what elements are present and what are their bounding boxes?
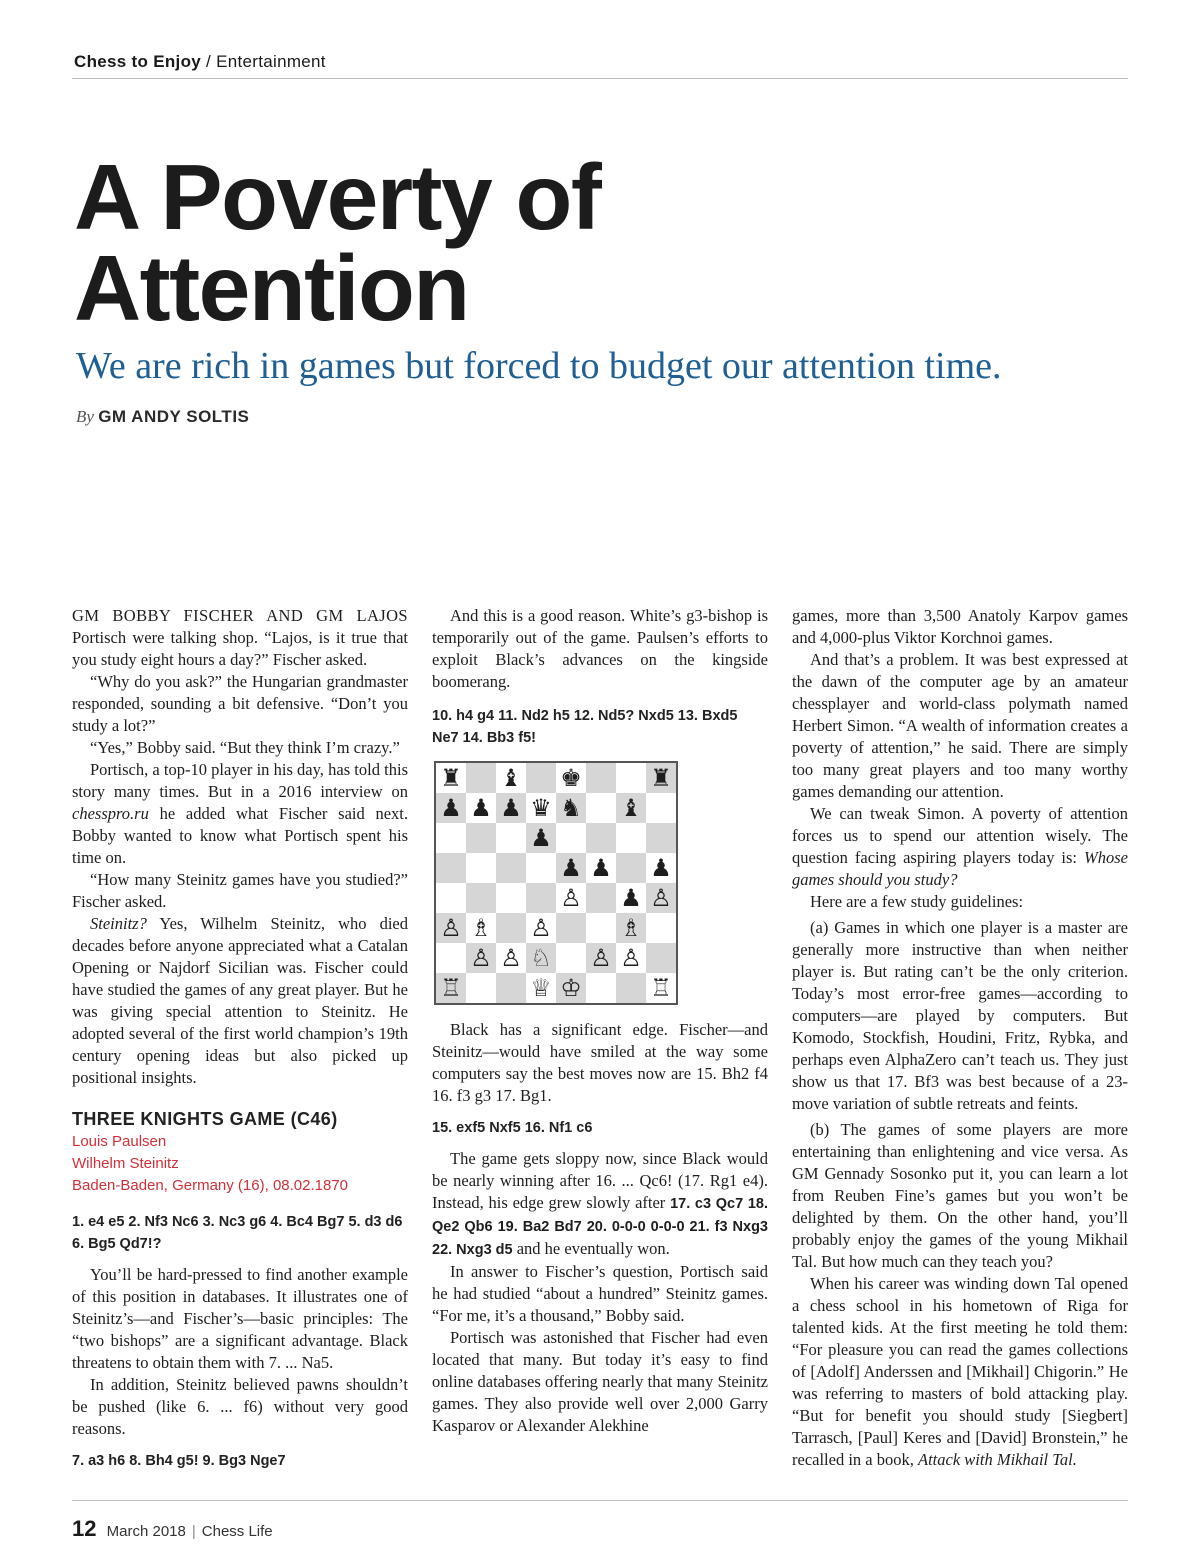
title-line-1: A Poverty of bbox=[74, 145, 601, 249]
board-square-b5 bbox=[466, 853, 496, 883]
article-subtitle: We are rich in games but forced to budget our attention time. bbox=[76, 345, 1002, 387]
page-footer bbox=[72, 1516, 273, 1542]
board-square-f3 bbox=[586, 913, 616, 943]
game-white-player: Louis Paulsen bbox=[72, 1133, 167, 1150]
board-square-b1 bbox=[466, 973, 496, 1003]
chess-piece-icon: ♞ bbox=[560, 794, 582, 822]
chess-piece-icon: ♖ bbox=[650, 974, 672, 1002]
board-square-f5 bbox=[586, 853, 616, 883]
chess-piece-icon: ♙ bbox=[620, 944, 642, 972]
board-square-d5 bbox=[526, 853, 556, 883]
chess-piece-icon: ♖ bbox=[440, 974, 462, 1002]
paragraph: “How many Steinitz games have you studied?” Fischer asked. bbox=[72, 870, 408, 911]
footer-rule bbox=[72, 1500, 1128, 1501]
board-square-a4 bbox=[436, 883, 466, 913]
board-square-a3 bbox=[436, 913, 466, 943]
chess-piece-icon: ♟ bbox=[440, 794, 462, 822]
board-square-a2 bbox=[436, 943, 466, 973]
byline-prefix: By bbox=[76, 407, 94, 426]
board-square-g6 bbox=[616, 823, 646, 853]
chess-piece-icon: ♛ bbox=[530, 794, 552, 822]
column-2 bbox=[432, 605, 768, 1437]
paragraph: GM BOBBY FISCHER AND GM LAJOS Portisch were talking shop. “Lajos, is it true that you study eight hours a day?” Fischer asked. bbox=[72, 606, 408, 669]
paragraph: In addition, Steinitz believed pawns shouldn’t be pushed (like 6. ... f6) without very good reasons. bbox=[72, 1375, 408, 1438]
paragraph: Steinitz? Yes, Wilhelm Steinitz, who died decades before anyone appreciated what a Catalan Opening or Najdorf Sicilian was. Fischer could have studied the games of any great player. But he was giving special attention to Steinitz. He adopted several of the first world champion’s 19th century opening ideas but also picked up positional insights. bbox=[72, 914, 408, 1087]
chess-piece-icon: ♝ bbox=[620, 794, 642, 822]
board-square-d3 bbox=[526, 913, 556, 943]
board-square-g7 bbox=[616, 793, 646, 823]
chess-piece-icon: ♙ bbox=[590, 944, 612, 972]
board-square-f2 bbox=[586, 943, 616, 973]
board-square-f6 bbox=[586, 823, 616, 853]
board-square-b3 bbox=[466, 913, 496, 943]
magazine-name: Chess Life bbox=[201, 1523, 273, 1540]
footer-separator: | bbox=[191, 1523, 196, 1540]
board-square-b6 bbox=[466, 823, 496, 853]
game-moves: 10. h4 g4 11. Nd2 h5 12. Nd5? Nxd5 13. Bxd5 Ne7 14. Bb3 f5! bbox=[432, 708, 738, 746]
chess-piece-icon: ♟ bbox=[620, 884, 642, 912]
chess-piece-icon: ♗ bbox=[470, 914, 492, 942]
board-square-e1 bbox=[556, 973, 586, 1003]
chess-piece-icon: ♙ bbox=[560, 884, 582, 912]
book-title: Attack with Mikhail Tal. bbox=[918, 1450, 1077, 1469]
board-square-h1 bbox=[646, 973, 676, 1003]
board-square-f8 bbox=[586, 763, 616, 793]
board-square-h5 bbox=[646, 853, 676, 883]
paragraph: (b) The games of some players are more entertaining than enlightening and vice versa. As GM Gennady Sosonko put it, you can learn a lot from Reuben Fine’s games but you won’t be delighted by them. On the other hand, you’ll probably enjoy the games of the young Mikhail Tal. But how much can they teach you? bbox=[792, 1120, 1128, 1271]
paragraph: We can tweak Simon. A poverty of attention forces us to spend our attention wisely. The question facing aspiring players today is: Whose games should you study? bbox=[792, 804, 1128, 889]
paragraph: You’ll be hard-pressed to find another example of this position in databases. It illustrates one of Steinitz’s—and Fischer’s—basic principles: The “two bishops” are a significant advantage. Black threatens to obtain them with 7. ... Na5. bbox=[72, 1265, 408, 1372]
board-square-b7 bbox=[466, 793, 496, 823]
board-square-g2 bbox=[616, 943, 646, 973]
game-moves: 15. exf5 Nxf5 16. Nf1 c6 bbox=[432, 1120, 593, 1136]
header-section: Chess to Enjoy bbox=[74, 52, 202, 71]
game-heading: THREE KNIGHTS GAME (C46) bbox=[72, 1109, 338, 1129]
board-square-e8 bbox=[556, 763, 586, 793]
paragraph: Black has a significant edge. Fischer—and Steinitz—would have smiled at the way some computers say the best moves now are 15. Bh2 f4 16. f3 g3 17. Bg1. bbox=[432, 1020, 768, 1105]
board-square-e5 bbox=[556, 853, 586, 883]
chess-piece-icon: ♟ bbox=[500, 794, 522, 822]
chess-piece-icon: ♜ bbox=[650, 764, 672, 792]
paragraph: And that’s a problem. It was best expressed at the dawn of the computer age by an amateur chessplayer and world-class polymath named Herbert Simon. “A wealth of information creates a poverty of attention,” he said. There are simply too many great players and too many worthy games demanding our attention. bbox=[792, 650, 1128, 801]
emphasis-question: Whose games should you study? bbox=[792, 848, 1128, 889]
board-square-a7 bbox=[436, 793, 466, 823]
byline-author: GM ANDY SOLTIS bbox=[98, 407, 250, 426]
chess-piece-icon: ♙ bbox=[440, 914, 462, 942]
chess-piece-icon: ♟ bbox=[650, 854, 672, 882]
header-rule bbox=[72, 78, 1128, 79]
board-square-b2 bbox=[466, 943, 496, 973]
board-square-g3 bbox=[616, 913, 646, 943]
paragraph: Portisch was astonished that Fischer had even located that many. But today it’s easy to find online databases offering nearly that many Steinitz games. They also provide well over 2,000 Garry Kasparov or Alexander Alekhine bbox=[432, 1328, 768, 1435]
board-square-h7 bbox=[646, 793, 676, 823]
chess-piece-icon: ♟ bbox=[590, 854, 612, 882]
game-moves: 7. a3 h6 8. Bh4 g5! 9. Bg3 Nge7 bbox=[72, 1453, 286, 1469]
board-square-g8 bbox=[616, 763, 646, 793]
chess-piece-icon: ♙ bbox=[500, 944, 522, 972]
board-square-g5 bbox=[616, 853, 646, 883]
paragraph: “Why do you ask?” the Hungarian grandmaster responded, sounding a bit defensive. “Don’t you study a lot?” bbox=[72, 672, 408, 735]
chess-piece-icon: ♟ bbox=[470, 794, 492, 822]
website-reference: chesspro.ru bbox=[72, 804, 149, 823]
running-header bbox=[74, 52, 326, 72]
board-square-h3 bbox=[646, 913, 676, 943]
board-square-a5 bbox=[436, 853, 466, 883]
board-square-g1 bbox=[616, 973, 646, 1003]
chess-piece-icon: ♙ bbox=[650, 884, 672, 912]
board-square-c1 bbox=[496, 973, 526, 1003]
column-3 bbox=[792, 605, 1128, 1471]
board-square-b4 bbox=[466, 883, 496, 913]
chess-diagram bbox=[434, 761, 678, 1005]
board-square-e7 bbox=[556, 793, 586, 823]
article-title bbox=[74, 145, 601, 340]
board-square-c4 bbox=[496, 883, 526, 913]
chess-piece-icon: ♙ bbox=[470, 944, 492, 972]
byline bbox=[76, 407, 249, 427]
game-moves: 1. e4 e5 2. Nf3 Nc6 3. Nc3 g6 4. Bc4 Bg7 5. d3 d6 6. Bg5 Qd7!? bbox=[72, 1214, 403, 1252]
board-square-c6 bbox=[496, 823, 526, 853]
paragraph: games, more than 3,500 Anatoly Karpov games and 4,000-plus Viktor Korchnoi games. bbox=[792, 606, 1128, 647]
chess-piece-icon: ♕ bbox=[530, 974, 552, 1002]
board-square-d7 bbox=[526, 793, 556, 823]
chess-piece-icon: ♚ bbox=[560, 764, 582, 792]
board-square-c2 bbox=[496, 943, 526, 973]
board-square-h2 bbox=[646, 943, 676, 973]
board-square-h8 bbox=[646, 763, 676, 793]
chess-piece-icon: ♗ bbox=[620, 914, 642, 942]
board-square-d1 bbox=[526, 973, 556, 1003]
board-square-a8 bbox=[436, 763, 466, 793]
paragraph: In answer to Fischer’s question, Portisch said he had studied “about a hundred” Steinitz games. “For me, it’s a thousand,” Bobby said. bbox=[432, 1262, 768, 1325]
board-square-e2 bbox=[556, 943, 586, 973]
paragraph: And this is a good reason. White’s g3-bishop is temporarily out of the game. Paulsen’s efforts to exploit Black’s advances on the kingside boomerang. bbox=[432, 606, 768, 691]
board-square-e4 bbox=[556, 883, 586, 913]
board-square-d4 bbox=[526, 883, 556, 913]
board-square-h6 bbox=[646, 823, 676, 853]
board-square-e3 bbox=[556, 913, 586, 943]
board-square-f4 bbox=[586, 883, 616, 913]
column-1 bbox=[72, 605, 408, 1481]
chess-piece-icon: ♟ bbox=[530, 824, 552, 852]
paragraph: “Yes,” Bobby said. “But they think I’m crazy.” bbox=[90, 738, 400, 757]
paragraph: Portisch, a top-10 player in his day, has told this story many times. But in a 2016 interview on chesspro.ru he added what Fischer said next. Bobby wanted to know what Portisch spent his time on. bbox=[72, 760, 408, 867]
game-event: Baden-Baden, Germany (16), 08.02.1870 bbox=[72, 1177, 349, 1194]
paragraph: (a) Games in which one player is a master are generally more instructive than when neither player is. But rating can’t be the only criterion. Today’s most error-free games—according to computers—are played by computers. But Komodo, Stockfish, Houdini, Fritz, Rybka, and perhaps even AlphaZero can’t teach us. They just show us that 17. Bf3 was best because of a 23-move variation of subtle retreats and feints. bbox=[792, 918, 1128, 1113]
chess-piece-icon: ♔ bbox=[560, 974, 582, 1002]
board-square-d2 bbox=[526, 943, 556, 973]
chess-piece-icon: ♙ bbox=[530, 914, 552, 942]
header-divider: / bbox=[201, 52, 217, 71]
paragraph: The game gets sloppy now, since Black would be nearly winning after 16. ... Qc6! (17. Rg1 e4). Instead, his edge grew slowly after 17. c3 Qc7 18. Qe2 Qb6 19. Ba2 Bd7 20. 0-0-0 0-0-0 21. f3 Nxg3 22. Nxg3 d5 and he eventually won. bbox=[432, 1149, 769, 1258]
paragraph: When his career was winding down Tal opened a chess school in his hometown of Riga for talented kids. At the first meeting he told them: “For pleasure you can read the games collections of [Adolf] Anderssen and [Mikhail] Chigorin.” He was referring to masters of bold attacking play. “But for benefit you should study [Siegbert] Tarrasch, [Paul] Keres and [David] Bronstein,” he recalled in a book, Attack with Mikhail Tal. bbox=[792, 1274, 1128, 1469]
chess-piece-icon: ♜ bbox=[440, 764, 462, 792]
game-black-player: Wilhelm Steinitz bbox=[72, 1155, 179, 1172]
inline-moves: 17. c3 Qc7 18. Qe2 Qb6 19. Ba2 Bd7 20. 0-0-0 0-0-0 21. f3 Nxg3 22. Nxg3 d5 bbox=[432, 1196, 769, 1258]
board-square-a6 bbox=[436, 823, 466, 853]
lead-in-smallcaps: GM BOBBY FISCHER AND GM LAJOS bbox=[72, 606, 408, 625]
board-square-e6 bbox=[556, 823, 586, 853]
chess-board bbox=[436, 763, 676, 1003]
board-square-g4 bbox=[616, 883, 646, 913]
board-square-b8 bbox=[466, 763, 496, 793]
board-square-d6 bbox=[526, 823, 556, 853]
chess-piece-icon: ♘ bbox=[530, 944, 552, 972]
board-square-f1 bbox=[586, 973, 616, 1003]
issue-date: March 2018 bbox=[106, 1523, 186, 1540]
header-subsection: Entertainment bbox=[216, 52, 326, 71]
board-square-h4 bbox=[646, 883, 676, 913]
page-number: 12 bbox=[72, 1516, 97, 1541]
title-line-2: Attention bbox=[74, 236, 469, 340]
chess-piece-icon: ♟ bbox=[560, 854, 582, 882]
board-square-f7 bbox=[586, 793, 616, 823]
board-square-c3 bbox=[496, 913, 526, 943]
chess-piece-icon: ♝ bbox=[500, 764, 522, 792]
board-square-a1 bbox=[436, 973, 466, 1003]
board-square-c7 bbox=[496, 793, 526, 823]
board-square-c5 bbox=[496, 853, 526, 883]
board-square-d8 bbox=[526, 763, 556, 793]
board-square-c8 bbox=[496, 763, 526, 793]
paragraph: Here are a few study guidelines: bbox=[810, 892, 1024, 911]
